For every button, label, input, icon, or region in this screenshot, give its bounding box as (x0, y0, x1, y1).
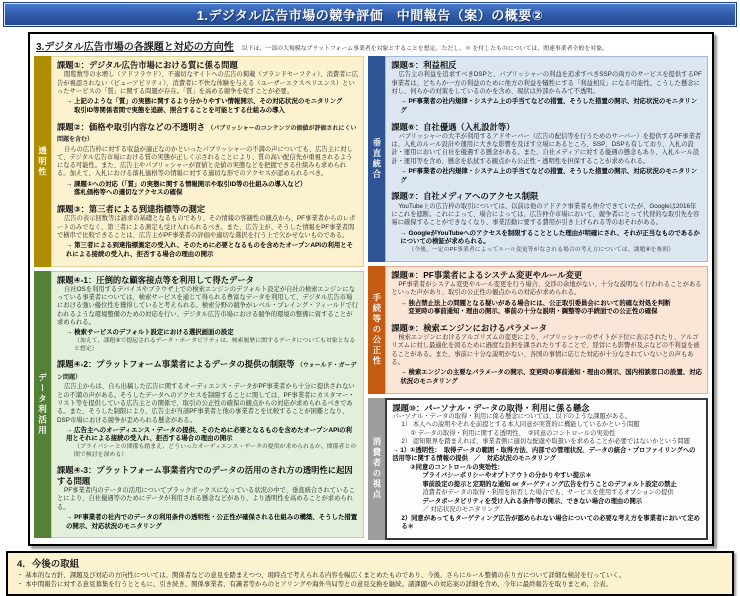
issue-4-2-body: 広告主からは、自ら出稿した広告に関するオーディエンス・データがPF事業者から十分に提供されないとの不満の声がある。そうしたデータへのアクセスを制限することに関しては、PF事業者にカスタマー・リスト等を提供している広告主との関係で、取引の公正性の確保の観点からの対応が求められるべきである。また、そうした制限により、広告主が当該PF事業者と他の事業者とを比較することが困難となり、DSP市場における競争が歪められる懸念がある。 (57, 383, 355, 424)
issue-6 (391, 121, 702, 189)
group-data-utilization-body (51, 271, 364, 539)
issue-8 (391, 269, 702, 320)
issue-4-1-note: （加えて、課題⑨で提起されるデータ・ポータビリティは、検索履歴に関するデータについても対象となると想定） (74, 338, 356, 352)
issue-5-title: 課題⑤：利益相反 (391, 60, 457, 70)
issue-4-2 (57, 358, 358, 462)
issue-10-action-line: ②同意のコントロールの実効性： (410, 463, 504, 471)
group-data-utilization-label: データ利活用 (34, 271, 51, 539)
issue-6-body: パブリッシャーの大半が利用するアドサーバー（広告の配信等を行うためのサーバー）を提供するPF事業者は、入札のルール設計や運用に大きな影響を及ぼす立場にあるところ、SSP、DSPも有しており、入札の設計・運用において自社を優遇する懸念がある。また、自社メディアに対する優遇の懸念もあり、入札ルール設計・運用等を含め、懸念を払拭する観点から公正性・透明性を担保することが求められる。 (391, 132, 702, 165)
issue-1-action-2: 取引ID等関係者間で実態を追跡、照合することを可能とする仕組みの導入 (74, 106, 285, 114)
issue-10-action-line: 事前設定の提示と定期的な通知 or ターゲティング広告を行うことのデフォルト設定の禁止 (422, 480, 677, 488)
issue-10-body-line: 2） 認知限界を踏まえれば、事業者側に適切な配慮や取扱いを求めることが必要ではないかという問題 (401, 438, 690, 446)
page-title: 1.デジタル広告市場の競争評価 中間報告（案）の概要② (196, 8, 544, 23)
group-vertical-integration-label: 垂直統合 (368, 56, 385, 262)
issue-8-body: PF事業者がシステム変更やルール変更を行う場合、交渉の余地がない、十分な説明なく行われることがあるといった声があり、取引の公正性の観点からの対応が求められる。 (391, 280, 702, 297)
section4-bullet-2: ・ 本中間報告に対する意見募集を行うとともに、引き続き、関係事業者、有識者等からのヒアリングや海外当局等との意見交換を継続。諸課題への対応案の詳細を含め、今年に最終報告を取りまとめ、公表。 (17, 581, 612, 589)
issue-10-body-line: パーソナル・データの取得・利用に係る懸念については、以下のような課題がある。 (392, 412, 631, 420)
issue-4-3-title: 課題④-3：プラットフォーム事業者内でのデータの活用のされ方の透明性に起因する問題 (57, 465, 353, 486)
issue-7-body: YouTube上の広告枠の取引については、以前は他のアドテク事業者も仲介できていたが、Googleは2016年にこれを遮断。これによって、場合によっては、広告仲介市場において、競争者にとって代替的な取引先を容易に確保することができなくなり、事業活動に要する費用が引き上げられる等のおそれがある。 (391, 202, 700, 227)
issue-10-action-line: 2）同意があってもターゲティング広告が認められない場合についての必要な考え方を事業者において定める＊ (401, 514, 700, 531)
issue-4-2-title-text: 課題④-2：プラットフォーム事業者によるデータの提供の制限等 (57, 359, 295, 370)
issue-2-action-1: → 課題①への対応（「質」の実態に関する情報開示や取引ID等の仕組みの導入など） (66, 180, 307, 188)
group-consumer-perspective-body (385, 398, 708, 540)
issue-7 (391, 190, 702, 257)
issue-1-action-1: → 上記のような「質」の実態に関するより分かりやすい情報開示、その対応状況のモニタリング (66, 98, 343, 106)
issue-1-title: 課題①：デジタル広告市場における質に係る問題 (57, 60, 238, 70)
section3-note: 以下は、一部の大規模なプラットフォーム事業者を対象とすることを想定。ただし、＊ を付したものについては、関連事業者全般を対象。 (241, 46, 608, 52)
issue-2-action-2: 落札価格等への適切なアクセスの確保 (74, 189, 183, 197)
group-transparency (34, 56, 364, 267)
group-vertical-integration (368, 56, 708, 262)
group-vertical-integration-body (385, 56, 708, 262)
issue-5-body: 広告主の利益を追求すべきDSPと、パブリッシャーの利益を追求すべきSSPの両方のサービスを提供するPF事業者は、どちらか一方の利益のために他方の利益を犠牲にする「利益相反」になる可能性。こうした懸念に対し、何らかの対策をしているのかを含め、現状は外部からみて不透明。 (391, 71, 702, 95)
issue-10-action-line: プライバシーポリシーやオプトアウトの分かりやすい提示＊ (422, 472, 592, 480)
section4-heading: 4．今後の取組 (17, 558, 80, 570)
issue-4-1-title: 課題④-1：圧倒的な顧客接点等を利用して得たデータ (57, 274, 254, 285)
issue-8-action-2: 変更時の事前通知・理由の開示、事前の十分な説明・調整等の手続面での公正性の確保 (408, 308, 658, 316)
issue-2-title-text: 課題②：価格や取引内容などの不透明さ (57, 121, 206, 132)
issue-4-3-action-1: → PF事業者の社内でのデータの利用条件の透明性・公正性が確保される仕組みの構築、そうした措置の開示、対応状況のモニタリング (66, 514, 358, 530)
group-transparency-label: 透明性 (34, 56, 51, 267)
issue-7-note: （今後、一定のPF事業者によってルール変更等がなされる場合の考え方については、課題⑧を参照） (408, 246, 675, 253)
group-procedural-fairness-label: 手続等の公正性 (368, 266, 385, 394)
issue-4-3 (57, 464, 358, 534)
issue-4-1-action-1: → 検索サービスのデフォルト設定における選択画面の設定 (66, 329, 234, 337)
issue-4-1-body: 自社OSを利用するデバイスやブラウザ上での検索エンジンのデフォルト設定が自社の検索エンジンになっている事業者については、検索サービスを通じて得られる豊富なデータを利用して、デジタル広告市場における強い優位性を獲得していると考えられる。検索分野の競争がレベル・プレイング・フィールドで行われるような環境整備のための対応を行い、デジタル広告市場における競争的環境の整備に資することが求められる。 (57, 285, 358, 327)
section4-box (6, 551, 734, 596)
left-column (34, 56, 364, 538)
issue-10-title: 課題⑩：パーソナル・データの取得・利用に係る懸念 (392, 402, 590, 413)
group-data-utilization (34, 271, 364, 539)
group-consumer-perspective (368, 398, 708, 540)
group-consumer-perspective-label: 消費者の視点 (368, 398, 385, 540)
issue-4-1 (57, 274, 358, 357)
group-transparency-body (51, 56, 364, 267)
issue-2-title (57, 122, 358, 145)
issue-4-2-action-1: → 広告主へのオーディエンス・データの提供、そのために必要となるものを含めたオープンAPIの利用とそれによる接続の受入れ、拒否する場合の理由の開示 (66, 426, 352, 443)
group-procedural-fairness-body (385, 266, 708, 394)
issue-9-action-1: → 検索エンジンの主要なパラメータの開示、変更時の事前通知・理由の開示、国内相談窓口の設置、対応状況のモニタリング (400, 369, 702, 385)
issue-10-action-line: 消費者がデータの取得・利用を拒否した場合でも、サービスを使用するオプションの提供 (422, 489, 674, 497)
issue-4-2-title-note: （ウォールド・ガーデン問題） (57, 363, 357, 381)
issue-2-title-note: （パブリッシャーのコンテンツの価値が評価されにくい問題を含む） (57, 125, 357, 144)
issue-7-action-1: → GoogleがYouTubeへのアクセスを制限することとした理由が明確にされ、それが正当なものであるかについての検証が求められる。 (400, 229, 700, 246)
issue-8-title: 課題⑧：PF事業者によるシステム変更やルール変更 (391, 269, 583, 280)
issue-10-action-line: データポータビリティを受け入れる条件等の開示、できない場合の理由の開示 (422, 497, 643, 505)
issue-3 (57, 203, 358, 263)
issue-3-action-1: → 第三者による到達指標測定の受入れ、そのために必要となるものを含めたオープンAPIの利用とそれによる接続の受入れ、拒否する場合の理由の開示 (66, 242, 354, 258)
issue-6-action-1: → PF事業者の社内規律・システム上の手当てなどの措置、そうした措置の開示、対応状況のモニタリング (400, 168, 698, 184)
section4-bullet-1: ・ 基本的な方針、課題及び対応の方向性については、関係者などの意見を踏まえつつ、現時点で考えられる内容を幅広くまとめたものであり、今後、さらにルール整備の在り方について詳細な検討を行っていく。 (17, 571, 625, 579)
right-column (368, 56, 708, 540)
issue-columns (34, 56, 708, 540)
issue-4-2-note: （プライバシーとの関係も踏まえ、どういったオーディエンス・データの提供が求められるか、関係者との間で検討を深める） (74, 444, 357, 458)
issue-5-action-1: → PF事業者の社内規律・システム上の手当てなどの措置、そうした措置の開示、対応状況のモニタリング (400, 98, 698, 114)
section3-header (36, 38, 706, 53)
issue-2-body: 自らの広告枠に対する収益が適正なのかといったパブリッシャーの不満の声についても、広告主に対して、デジタル広告市場における質の実態が正しく示されることにより、質の高い配信先が重視されるようになる可能性。また、広告主やパブリッシャーが買値と売値の実態などを把握できる仕組みも求められる。加えて、入札における落札価格等の情報に対する適切な形でのアクセスが認められるべき。 (57, 145, 353, 178)
issue-9 (391, 322, 702, 390)
issue-10-body-line: 1） 本人への説明やそれを前提とする本人同意が実質的に機能しているかという問題 (401, 421, 640, 429)
issue-6-title: 課題⑥：自社優遇（入札設計等） (391, 121, 515, 132)
issue-9-body: 検索エンジンにおけるアルゴリズムの変更により、パブリッシャーのサイトが下位に表示されたり、アルゴリズムに対し最適化を図るために過度な負担を課されたりすることで、経営にも影響が及ぶなどの不利益を被ることがある。また、事前に十分な説明がない、各国の事情に応じた対応が十分なされていないとの声もある。 (391, 334, 700, 367)
page-title-bar (3, 2, 737, 27)
issue-3-title: 課題③：第三者による到達指標等の測定 (57, 204, 206, 214)
issue-1-body: 閲覧数等の水増し（アドフラウド）、不適切なサイトへの広告の掲載（ブランドセーフティ）、消費者に広告が視認されない（ビューアビリティ）、消費者に不快な体験を与える（ユーザーエクスペリエンス）といったサービスの「質」に関する問題が存在。「質」を高める競争を促すことが必要。 (57, 71, 359, 95)
group-procedural-fairness (368, 266, 708, 394)
issue-1 (57, 59, 358, 119)
issue-8-action-1: → 独占禁止法上の問題となる疑いがある場合には、公正取引委員会において的確な対処を判断 (400, 299, 671, 307)
section3-heading: 3.デジタル広告市場の各課題と対応の方向性 (36, 42, 234, 53)
issue-10-body-line: ① データの取得・利用に関する透明性、 ②同意のコントロールの実効性 (410, 429, 616, 437)
issue-3-body: 広告の表示回数等は請求の基礎となるものであり、その情報の客観性の観点から、PF事業者からのレポートのみでなく、第三者による測定も受け入れられるべき。また、広告主が、そうした情報をPF事業者間で横串で比較できることは、広告主がPF事業者の評価や適切な選択を行う上で欠かせないものである。 (57, 215, 356, 239)
issue-10 (392, 402, 701, 535)
issue-7-title: 課題⑦：自社メディアへのアクセス制限 (391, 191, 539, 202)
issue-4-3-body: PF事業者内のデータの活用についてブラックボックスになっている状況の中で、垂直統合されていることにより、自社優遇等のためにデータが利用される懸念などがあり、より透明性を高めることが求められる。 (57, 487, 355, 511)
section3-box (28, 32, 714, 546)
issue-2 (57, 121, 358, 201)
issue-4-2-title (57, 359, 358, 382)
issue-10-action-line: → 1）①透明性： 取得データの範囲・取得方法、内部での管理状況、データの統合・プロファイリングへの活用等に関する情報の提供 ／ 対応状況のモニタリング (392, 446, 696, 463)
issue-10-action-line: ／ 対応状況のモニタリング (422, 506, 500, 514)
issue-9-title: 課題⑨：検索エンジンにおけるパラメータ (391, 322, 548, 333)
issue-5 (391, 59, 702, 119)
